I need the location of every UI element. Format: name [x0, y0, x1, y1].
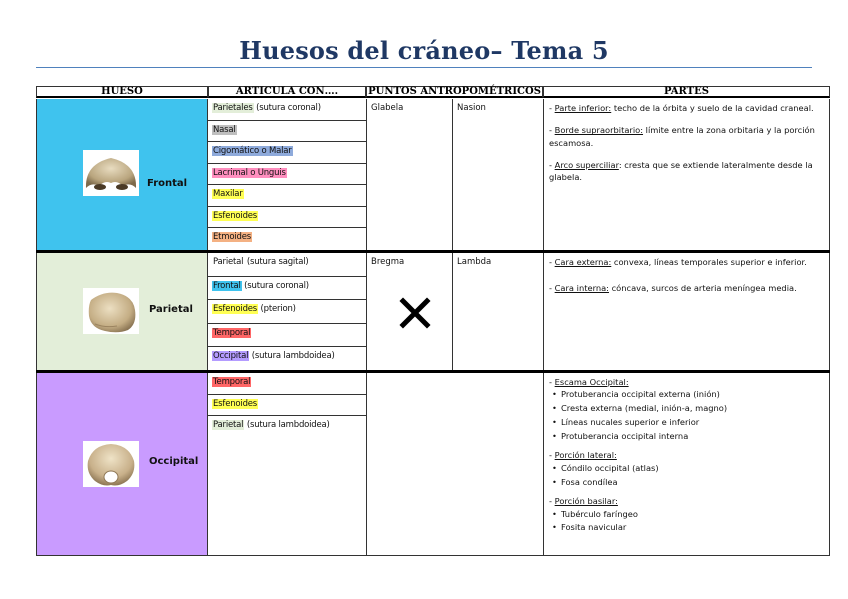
articulation-note: (sutura coronal): [241, 280, 309, 291]
parts-cell-parietal: [543, 253, 830, 371]
list-item: [208, 164, 366, 186]
none-x-icon: [398, 296, 432, 330]
bones-table: [36, 86, 830, 556]
points-cell-occipital: [366, 373, 543, 555]
highlighted-bone: Temporal: [213, 327, 251, 338]
parts-cell-occipital: [543, 373, 830, 555]
list-item: [208, 142, 366, 164]
part-label: Parte inferior:: [554, 103, 612, 113]
header-bone: HUESO: [36, 86, 208, 98]
list-item: • Cóndilo occipital (atlas): [549, 462, 825, 476]
list-item: [208, 300, 366, 324]
articulation-note: (sutura sagital): [244, 257, 309, 267]
part-text: : cresta que se extiende lateralmente desde la glabela.: [549, 159, 813, 183]
table-bottom-border: [36, 555, 830, 556]
list-item: [208, 99, 366, 121]
part-label: Cara externa:: [554, 257, 612, 267]
bone-name-occipital: Occipital: [149, 456, 199, 467]
list-item: • Fosita navicular: [549, 521, 825, 535]
list-item: [208, 185, 366, 207]
part-label: Borde supraorbitario:: [554, 125, 644, 136]
highlighted-bone: Temporal: [213, 377, 251, 387]
part-text: cóncava, surcos de arteria meníngea media.: [608, 283, 797, 294]
part-item: - Cara externa: convexa, líneas temporales superior e inferior.: [549, 257, 807, 267]
title-underline: [36, 67, 812, 68]
part-text: límite entre la zona orbitaria y la porción escamosa.: [549, 125, 815, 148]
part-group: - Porción lateral: • Cóndilo occipital (atlas) • Fosa condílea: [549, 449, 825, 489]
highlighted-bone: Occipital: [213, 351, 249, 361]
list-item: [208, 347, 366, 371]
list-item: • Protuberancia occipital interna: [549, 430, 825, 444]
point-glabela: Glabela: [366, 99, 452, 251]
part-text: techo de la órbita y suelo de la cavidad craneal.: [611, 103, 814, 113]
highlighted-bone: Frontal: [213, 280, 241, 291]
list-item: [208, 395, 366, 417]
highlighted-bone: Maxilar: [213, 189, 243, 199]
part-item: - Arco superciliar: cresta que se extiende lateralmente desde la glabela.: [549, 159, 813, 183]
bone-name-frontal: Frontal: [147, 178, 188, 189]
highlighted-bone: Esfenoides: [213, 304, 258, 314]
list-item: [208, 207, 366, 229]
header-articulates: ARTICULA CON….: [208, 86, 366, 98]
frontal-bone-image: [83, 150, 139, 196]
list-item: • Tubérculo faríngeo: [549, 508, 825, 522]
page-title: Huesos del cráneo– Tema 5: [239, 36, 609, 65]
part-label: Cara interna:: [554, 283, 609, 294]
point-bregma: Bregma: [366, 253, 452, 371]
list-item: • Líneas nucales superior e inferior: [549, 416, 825, 430]
occipital-bone-image: [83, 441, 139, 487]
part-label: Escama Occipital:: [554, 377, 629, 387]
parietal-bone-image: [83, 288, 139, 334]
bone-name-parietal: Parietal: [149, 304, 193, 315]
table-row-occipital: [36, 373, 830, 555]
part-label: Arco superciliar: [554, 159, 619, 170]
point-nasion: Nasion: [452, 99, 543, 251]
bone-cell-parietal: [36, 253, 208, 371]
list-item: [208, 253, 366, 277]
table-row-parietal: [36, 253, 830, 371]
bone-cell-occipital: [36, 373, 208, 555]
list-item: [208, 277, 366, 301]
part-label: Porción lateral:: [554, 450, 617, 461]
list-item: [208, 121, 366, 143]
list-item: • Fosa condílea: [549, 476, 825, 490]
table-row-frontal: [36, 99, 830, 251]
part-text: convexa, líneas temporales superior e inferior.: [611, 257, 807, 267]
highlighted-bone: Cigomático o Malar: [213, 146, 292, 156]
list-item: [208, 416, 366, 438]
part-item: - Cara interna: cóncava, surcos de arteria meníngea media.: [549, 283, 797, 294]
articulation-note: (sutura coronal): [253, 103, 321, 113]
list-item: [208, 373, 366, 395]
list-item: [208, 228, 366, 250]
highlighted-bone: Esfenoides: [213, 398, 258, 409]
bone-cell-frontal: [36, 99, 208, 251]
header-points: PUNTOS ANTROPOMÉTRICOS: [366, 86, 543, 98]
highlighted-bone: Lacrimal o Unguis: [213, 167, 286, 178]
highlighted-bone: Etmoides: [213, 232, 251, 242]
highlighted-bone: Parietal: [213, 257, 244, 267]
highlighted-bone: Parietal: [213, 420, 244, 430]
part-group: - Porción basilar: • Tubérculo faríngeo • Fosita navicular: [549, 495, 825, 535]
part-label: Porción basilar:: [554, 496, 618, 507]
highlighted-bone: Parietales: [213, 103, 253, 113]
parts-cell-frontal: [543, 99, 830, 251]
list-item: [208, 324, 366, 348]
list-item: • Cresta externa (medial, inión-a, magno): [549, 402, 825, 416]
highlighted-bone: Nasal: [213, 124, 236, 135]
part-item: - Parte inferior: techo de la órbita y suelo de la cavidad craneal.: [549, 103, 814, 113]
articulation-note: (sutura lambdoidea): [249, 351, 335, 361]
articulation-note: (sutura lambdoidea): [244, 420, 330, 430]
part-item: - Borde supraorbitario: límite entre la zona orbitaria y la porción escamosa.: [549, 125, 815, 148]
point-lambda: Lambda: [452, 253, 543, 371]
list-item: • Protuberancia occipital externa (inión): [549, 388, 825, 402]
highlighted-bone: Esfenoides: [213, 210, 258, 221]
articulation-note: (pterion): [258, 304, 296, 314]
header-parts: PARTES: [543, 86, 830, 98]
part-group: - Escama Occipital: • Protuberancia occipital externa (inión) • Cresta externa (medial, inión-a, magno) • Líneas nucales superior e inferior • Protuberancia occipital interna: [549, 376, 825, 443]
